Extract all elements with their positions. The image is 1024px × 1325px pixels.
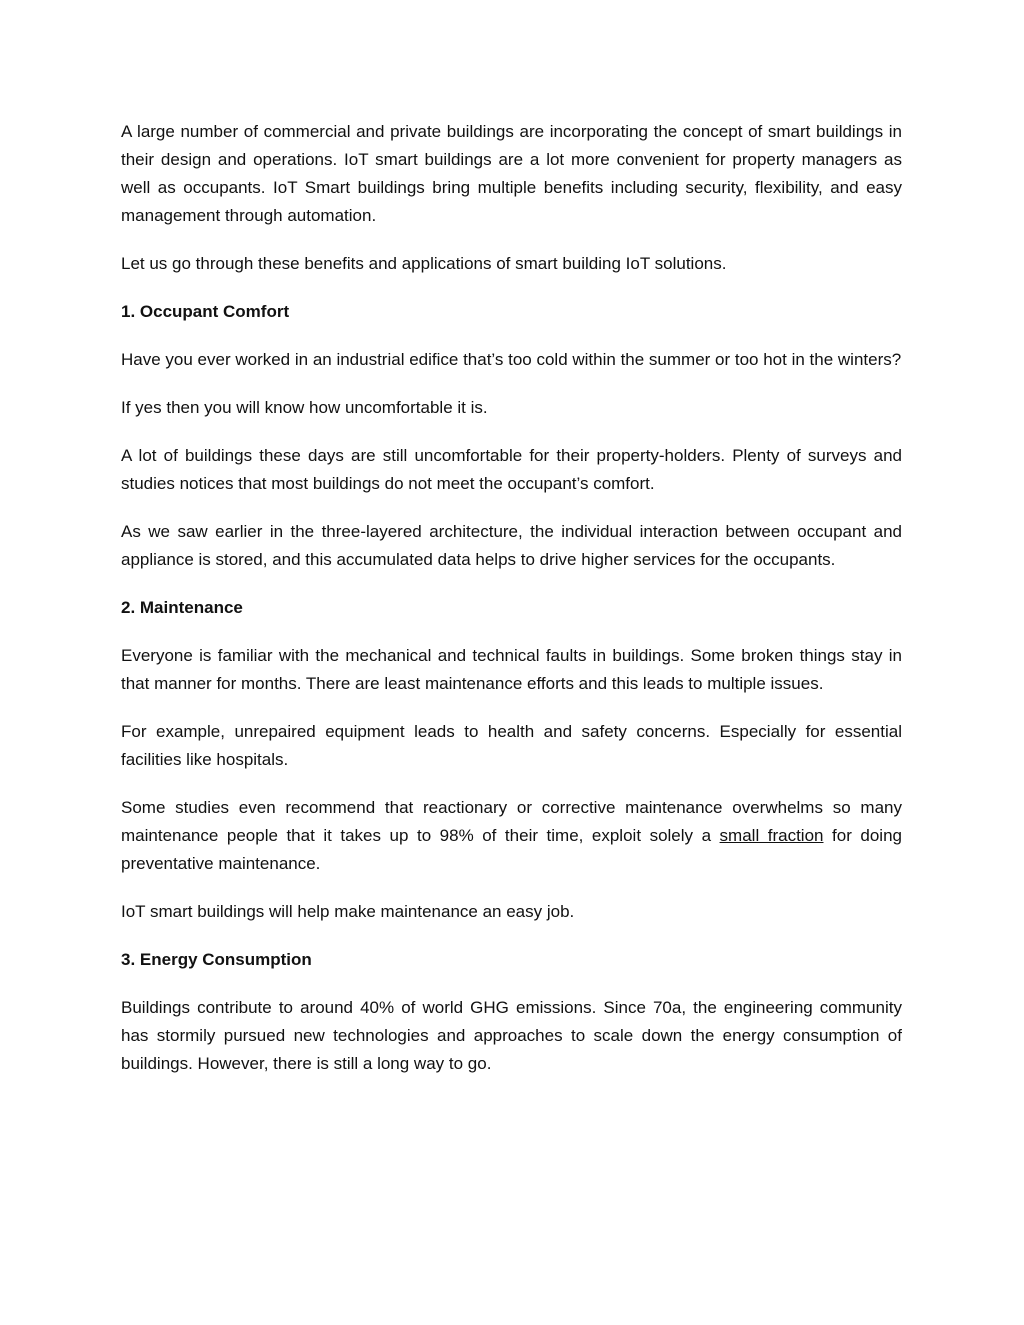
heading-maintenance: 2. Maintenance xyxy=(121,598,243,617)
heading-occupant-comfort: 1. Occupant Comfort xyxy=(121,302,290,321)
maintenance-paragraph-3 xyxy=(121,794,902,878)
maintenance-paragraph-3-text-before: Some studies even recommend that reactionary or corrective maintenance overwhelms so many maintenance people that it takes up to 98% of their time, exploit solely a xyxy=(121,798,902,845)
small-fraction-link[interactable]: small fraction xyxy=(719,826,824,845)
occupant-comfort-paragraph-3: A lot of buildings these days are still uncomfortable for their property-holders. Plenty of surveys and studies notices that most buildings do not meet the occupant’s comfort. xyxy=(121,446,902,493)
maintenance-paragraph-3-text-after: for doing preventative maintenance. xyxy=(121,826,902,873)
heading-energy-consumption: 3. Energy Consumption xyxy=(121,950,312,969)
occupant-comfort-paragraph-4: As we saw earlier in the three-layered architecture, the individual interaction between occupant and appliance is stored, and this accumulated data helps to drive higher services for the occupants. xyxy=(121,522,902,569)
maintenance-paragraph-4: IoT smart buildings will help make maintenance an easy job. xyxy=(121,902,575,921)
occupant-comfort-paragraph-1: Have you ever worked in an industrial edifice that’s too cold within the summer or too hot in the winters? xyxy=(121,350,902,369)
document-page xyxy=(121,118,902,1098)
maintenance-paragraph-1: Everyone is familiar with the mechanical and technical faults in buildings. Some broken things stay in that manner for months. There are least maintenance efforts and this leads to multiple issues. xyxy=(121,646,902,693)
maintenance-paragraph-2: For example, unrepaired equipment leads to health and safety concerns. Especially for essential facilities like hospitals. xyxy=(121,722,902,769)
intro-paragraph-2: Let us go through these benefits and applications of smart building IoT solutions. xyxy=(121,254,727,273)
energy-consumption-paragraph-1: Buildings contribute to around 40% of world GHG emissions. Since 70a, the engineering community has stormily pursued new technologies and approaches to scale down the energy consumption of buildings. However, there is still a long way to go. xyxy=(121,998,902,1073)
intro-paragraph-1: A large number of commercial and private buildings are incorporating the concept of smart buildings in their design and operations. IoT smart buildings are a lot more convenient for property managers as well as occupants. IoT Smart buildings bring multiple benefits including security, flexibility, and easy management through automation. xyxy=(121,122,902,225)
occupant-comfort-paragraph-2: If yes then you will know how uncomfortable it is. xyxy=(121,398,488,417)
